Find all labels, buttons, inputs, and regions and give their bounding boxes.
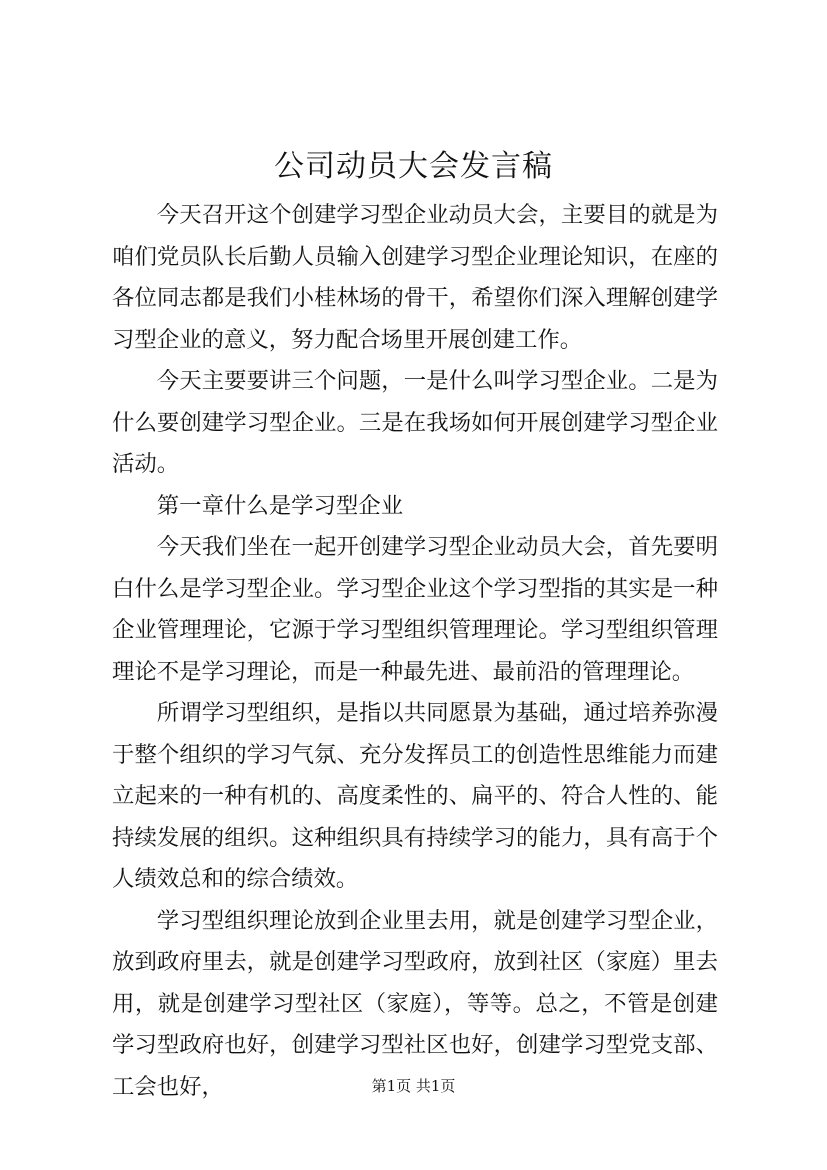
document-title: 公司动员大会发言稿	[274, 149, 553, 184]
chapter-heading: 第一章什么是学习型企业	[156, 492, 404, 519]
paragraph-intro: 今天召开这个创建学习型企业动员大会，主要目的就是为咱们党员队长后勤人员输入创建学习型企业理论知识，在座的各位同志都是我们小桂林场的骨干，希望你们深入理解创建学习型企业的意义，努力配合场里开展创建工作。	[112, 202, 718, 353]
paragraph-learning-organization: 所谓学习型组织，是指以共同愿景为基础，通过培养弥漫于整个组织的学习气氛、充分发挥员工的创造性思维能力而建立起来的一种有机的、高度柔性的、扁平的、符合人性的、能持续发展的组织。这种组织具有持续学习的能力，具有高于个人绩效总和的综合绩效。	[112, 700, 718, 892]
document-body	[112, 195, 718, 1108]
paragraph-definition: 今天我们坐在一起开创建学习型企业动员大会，首先要明白什么是学习型企业。学习型企业这个学习型指的其实是一种企业管理理论，它源于学习型组织管理理论。学习型组织管理理论不是学习理论，而是一种最先进、最前沿的管理理论。	[112, 534, 718, 685]
paragraph-three-questions: 今天主要要讲三个问题，一是什么叫学习型企业。二是为什么要创建学习型企业。三是在我场如何开展创建学习型企业活动。	[112, 368, 718, 477]
paragraph-application: 学习型组织理论放到企业里去用，就是创建学习型企业，放到政府里去，就是创建学习型政府，放到社区（家庭）里去用，就是创建学习型社区（家庭），等等。总之，不管是创建学习型政府也好，创建学习型社区也好，创建学习型党支部、工会也好，	[112, 907, 718, 1100]
page-footer: 第1页 共1页	[371, 1077, 456, 1095]
